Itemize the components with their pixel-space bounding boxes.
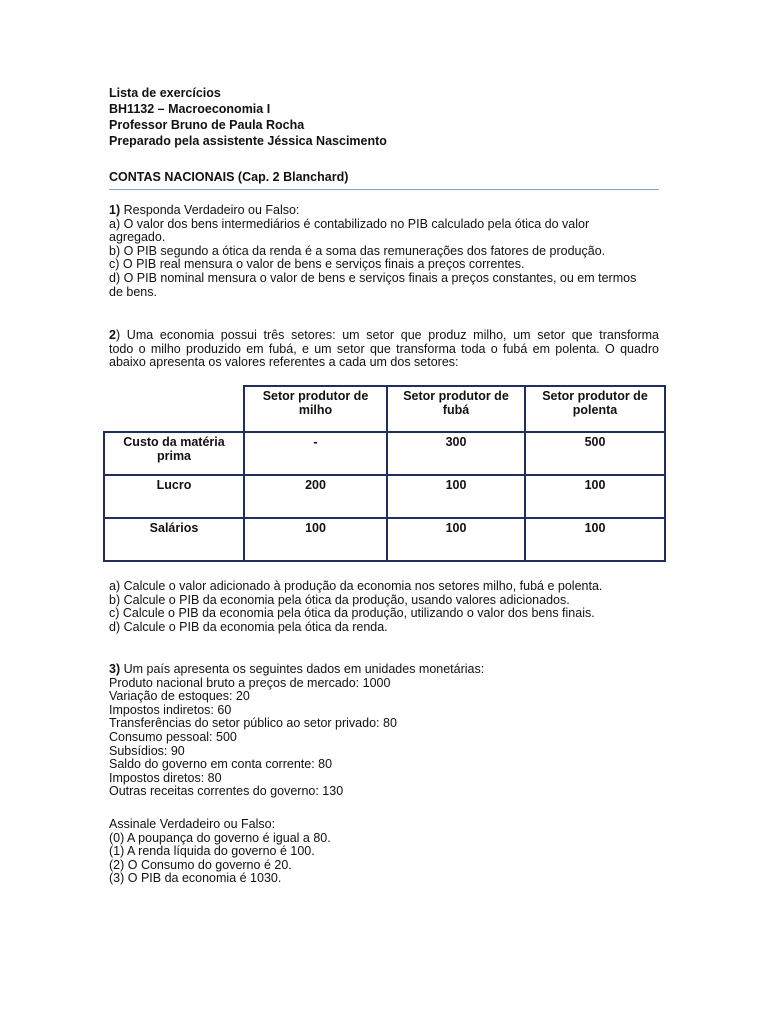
question-3-data-line: Saldo do governo em conta corrente: 80	[109, 757, 333, 772]
table-row	[104, 432, 665, 475]
table-row	[104, 518, 665, 561]
question-3-data-line: Impostos indiretos: 60	[109, 702, 232, 717]
question-2-number: 2	[109, 328, 116, 342]
table-corner-cell	[104, 386, 244, 432]
table-header-row	[104, 386, 665, 432]
question-3-data-line: Impostos diretos: 80	[109, 770, 222, 785]
question-1-line: de bens.	[109, 284, 157, 299]
table-cell: 200	[244, 475, 387, 518]
table-header-cell: Setor produtor de fubá	[387, 386, 525, 432]
header-assistant: Preparado pela assistente Jéssica Nascimento	[109, 134, 387, 148]
section-title: CONTAS NACIONAIS (Cap. 2 Blanchard)	[109, 170, 349, 184]
question-3-prompt-text: Um país apresenta os seguintes dados em unidades monetárias:	[120, 662, 485, 676]
table-header-cell: Setor produtor de milho	[244, 386, 387, 432]
question-3-data-line: Outras receitas correntes do governo: 130	[109, 784, 344, 799]
table-cell: 100	[525, 475, 665, 518]
question-3-prompt	[109, 663, 659, 677]
table-cell: 500	[525, 432, 665, 475]
question-3-number: 3)	[109, 662, 121, 676]
table-header-cell: Setor produtor de polenta	[525, 386, 665, 432]
question-2-intro-line: todo o milho produzido em fubá, e um setor que transforma toda o fubá em polenta. O quadro	[109, 341, 659, 356]
question-3-tf-item: (1) A renda líquida do governo é 100.	[109, 844, 315, 859]
section-divider	[109, 189, 659, 190]
header-list-title: Lista de exercícios	[109, 86, 221, 100]
question-1-line: a) O valor dos bens intermediários é contabilizado no PIB calculado pela ótica do valor	[109, 216, 590, 231]
header-professor: Professor Bruno de Paula Rocha	[109, 118, 305, 132]
question-3-tf-title: Assinale Verdadeiro ou Falso:	[109, 817, 276, 831]
question-3-data-line: Consumo pessoal: 500	[109, 729, 237, 744]
question-3-data-line: Subsídios: 90	[109, 743, 185, 758]
question-1-line: d) O PIB nominal mensura o valor de bens e serviços finais a preços constantes, ou em termos	[109, 270, 637, 285]
table-cell: 100	[387, 475, 525, 518]
question-3-data-line: Transferências do setor público ao setor privado: 80	[109, 716, 397, 731]
question-3-tf-item: (0) A poupança do governo é igual a 80.	[109, 830, 331, 845]
question-2-intro-line: abaixo apresenta os valores referentes a cada um dos setores:	[109, 355, 459, 370]
question-3-true-false	[109, 818, 659, 886]
question-2-intro-line	[109, 329, 659, 343]
question-2-subitem: a) Calcule o valor adicionado à produção da economia nos setores milho, fubá e polenta.	[109, 579, 603, 593]
question-2	[109, 329, 659, 370]
question-3	[109, 663, 659, 799]
document-header	[109, 85, 387, 149]
question-1	[109, 204, 659, 299]
table-cell: -	[244, 432, 387, 475]
table-cell: 100	[387, 518, 525, 561]
question-2-subitem: d) Calcule o PIB da economia pela ótica da renda.	[109, 619, 388, 634]
question-2-intro-text: ) Uma economia possui três setores: um setor que produz milho, um setor que transforma	[115, 328, 659, 342]
question-1-number: 1)	[109, 203, 121, 217]
question-3-data-line: Produto nacional bruto a preços de mercado: 1000	[109, 675, 391, 690]
header-course: BH1132 – Macroeconomia I	[109, 102, 271, 116]
question-3-tf-item: (2) O Consumo do governo é 20.	[109, 857, 292, 872]
table-cell: 100	[244, 518, 387, 561]
table-row-label: Custo da matéria prima	[104, 432, 244, 475]
table-cell: 100	[525, 518, 665, 561]
question-2-subitem: b) Calcule o PIB da economia pela ótica da produção, usando valores adicionados.	[109, 592, 570, 607]
table-cell: 300	[387, 432, 525, 475]
sector-values-table	[103, 385, 666, 562]
question-1-prompt-text: Responda Verdadeiro ou Falso:	[120, 203, 300, 217]
table-row	[104, 475, 665, 518]
table-row-label: Salários	[104, 518, 244, 561]
question-1-line: b) O PIB segundo a ótica da renda é a soma das remunerações dos fatores de produção.	[109, 243, 606, 258]
question-2-subitems	[109, 580, 659, 634]
question-3-tf-item: (3) O PIB da economia é 1030.	[109, 871, 282, 886]
question-1-line: c) O PIB real mensura o valor de bens e serviços finais a preços correntes.	[109, 257, 525, 272]
question-1-line: agregado.	[109, 230, 166, 245]
question-1-prompt	[109, 204, 659, 218]
question-2-subitem: c) Calcule o PIB da economia pela ótica da produção, utilizando o valor dos bens finais.	[109, 606, 595, 621]
table-row-label: Lucro	[104, 475, 244, 518]
question-3-data-line: Variação de estoques: 20	[109, 689, 250, 704]
